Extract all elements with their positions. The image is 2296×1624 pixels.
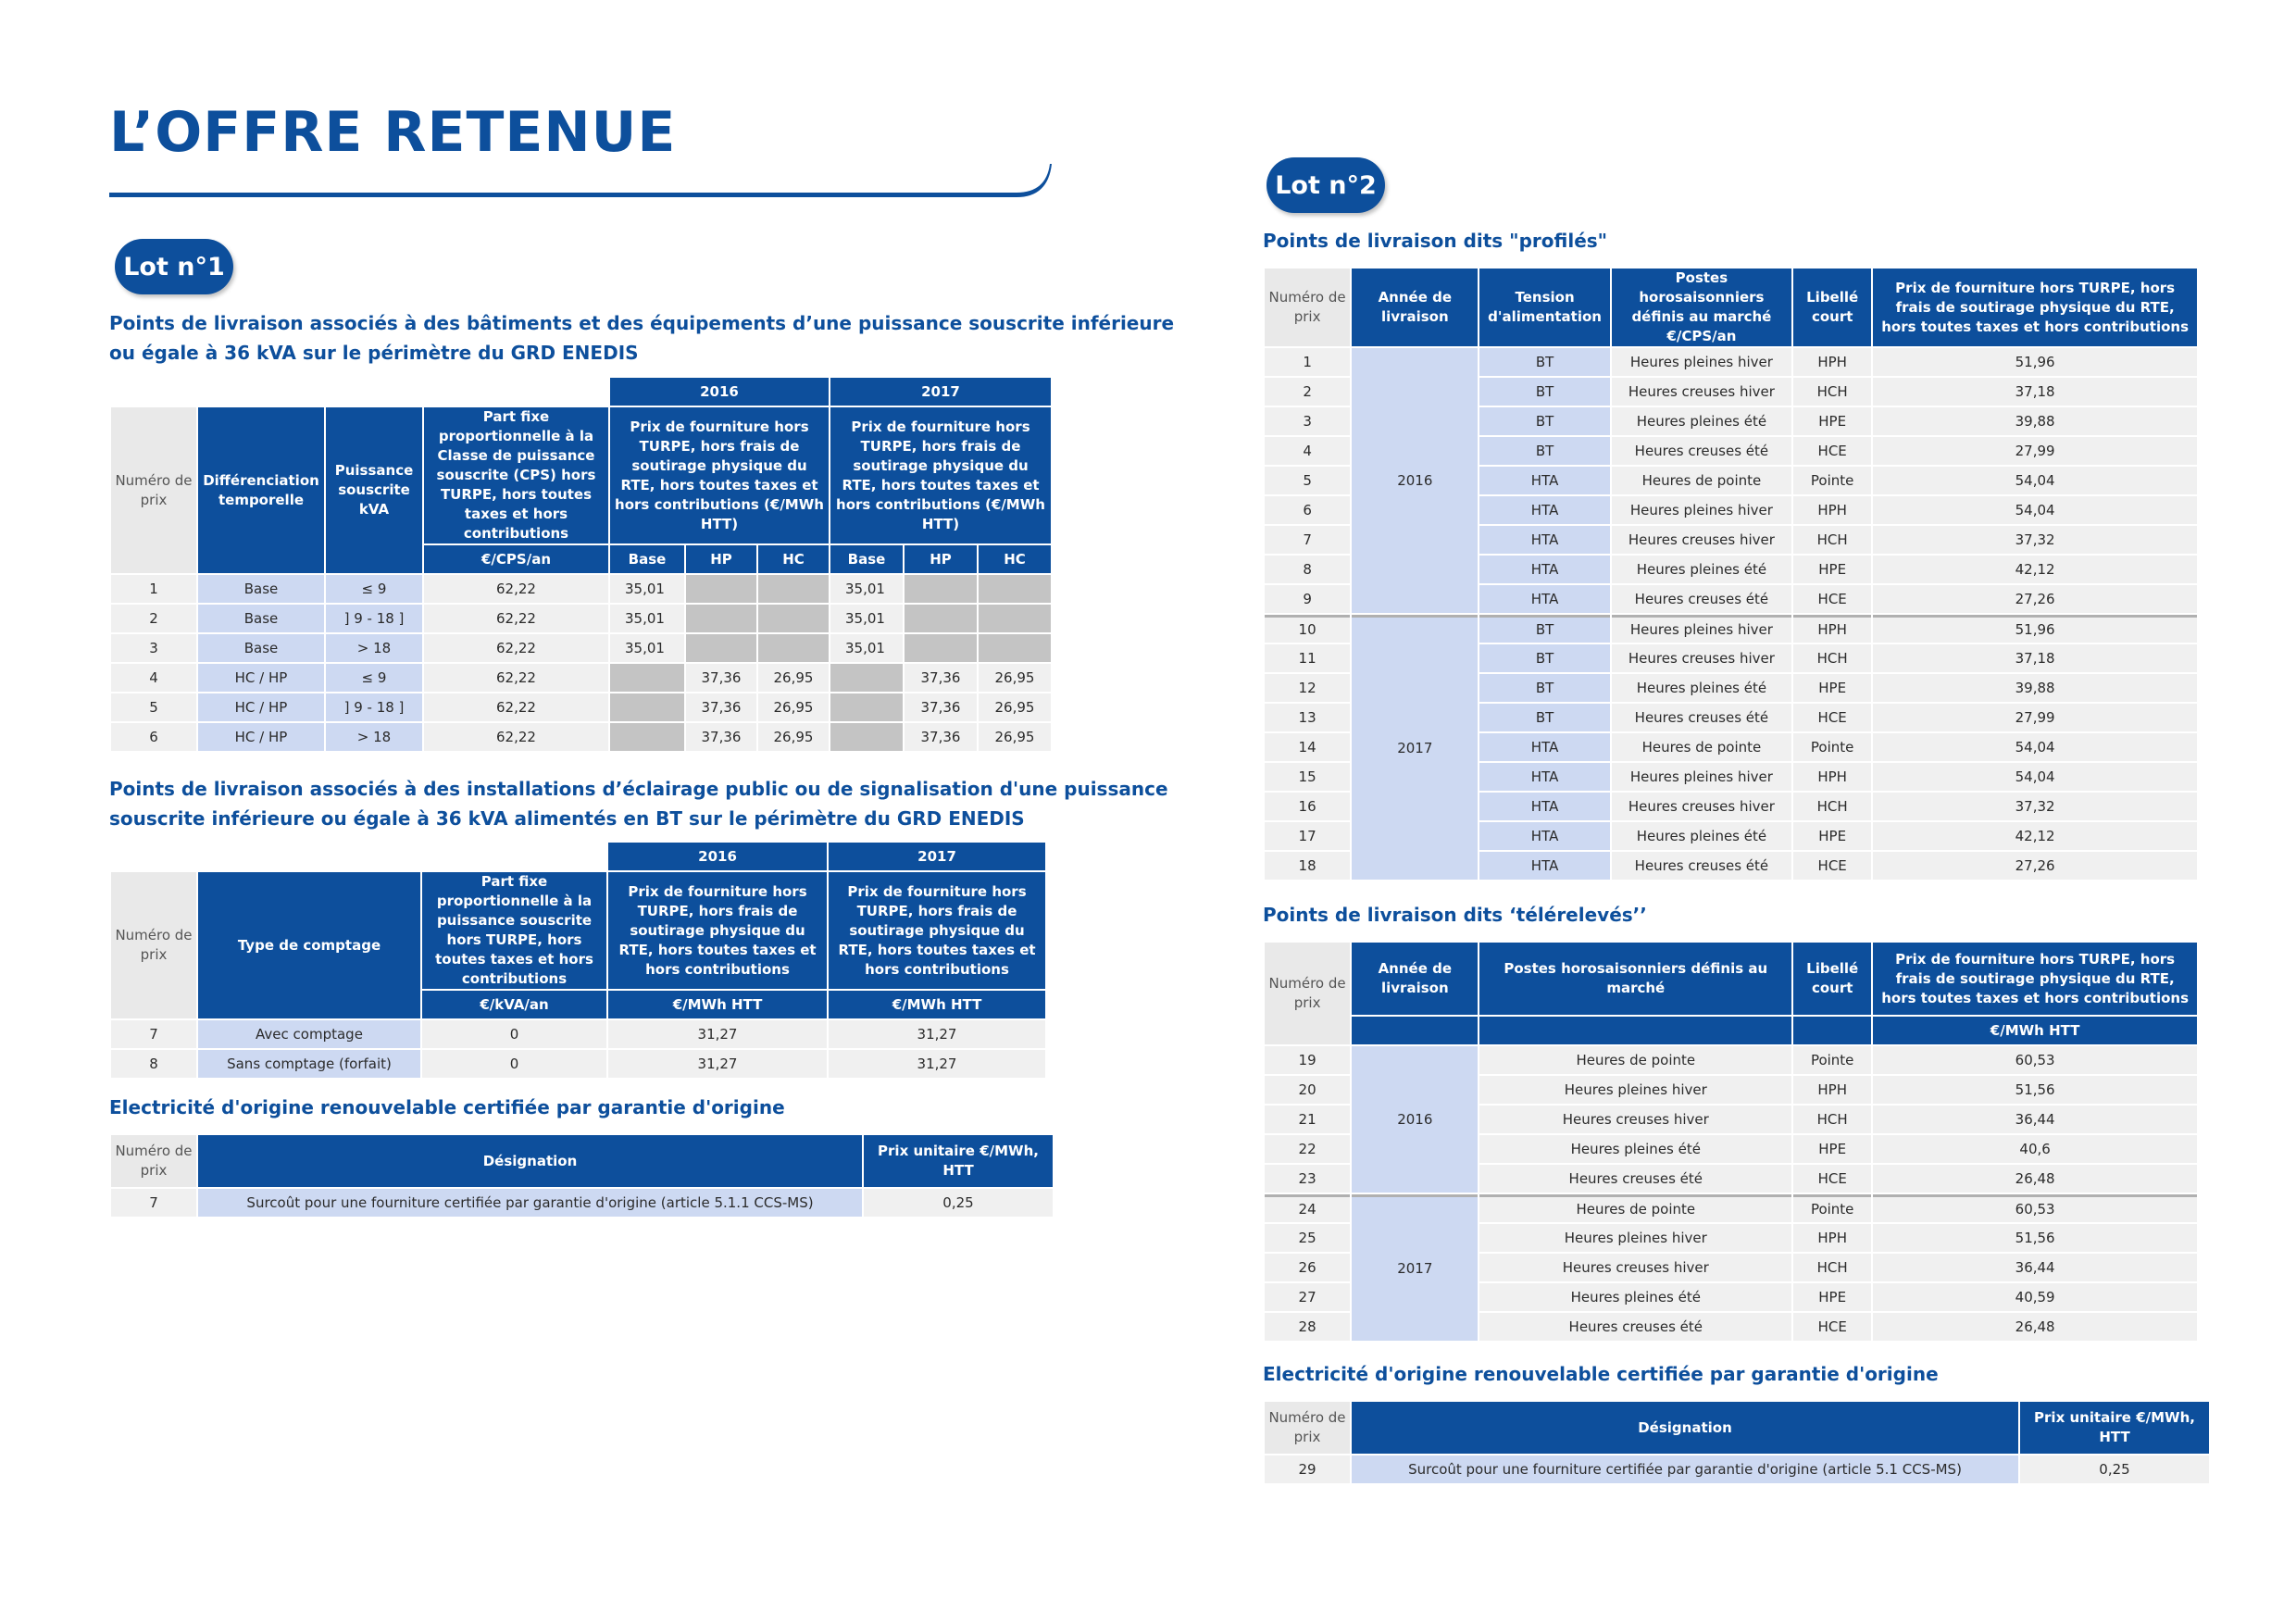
table-row: 10 2017 BT Heures pleines hiver HPH 51,96	[1265, 615, 2197, 643]
table-row: 11 BT Heures creuses hiver HCH 37,18	[1265, 644, 2197, 672]
header-designation: Désignation	[1352, 1402, 2018, 1454]
table-row: 8 HTA Heures pleines été HPE 42,12	[1265, 556, 2197, 583]
year-2017-header: 2017	[829, 843, 1045, 870]
page-title: L’OFFRE RETENUE	[109, 100, 677, 165]
title-underline	[109, 153, 1054, 199]
table-row: 23 Heures creuses été HCE 26,48	[1265, 1165, 2197, 1193]
table-row: 17 HTA Heures pleines été HPE 42,12	[1265, 822, 2197, 850]
lot2-table-b	[1263, 941, 2199, 1343]
header-prix-unitaire: Prix unitaire €/MWh, HTT	[864, 1135, 1053, 1187]
table-row: 29 Surcoût pour une fourniture certifiée par garantie d'origine (article 5.1 CCS-MS) 0,25	[1265, 1455, 2209, 1483]
table-row: 9 HTA Heures creuses été HCE 27,26	[1265, 585, 2197, 613]
header-prix-2016: Prix de fourniture hors TURPE, hors frais de soutirage physique du RTE, hors toutes taxes et hors contributions (€/MWh HTT)	[610, 407, 829, 543]
year-2016-header: 2016	[608, 843, 827, 870]
lot1-section-a-title: Points de livraison associés à des bâtiments et des équipements d’une puissance souscrite inférieure ou égale à 36 kVA sur le périmètre du GRD ENEDIS	[109, 312, 1175, 364]
table-row: 6 HC / HP > 18 62,22 37,36 26,95 37,36 26,95	[111, 723, 1051, 751]
table-row: 4 HC / HP ≤ 9 62,22 37,36 26,95 37,36 26,95	[111, 664, 1051, 692]
table-row: 22 Heures pleines été HPE 40,6	[1265, 1135, 2197, 1163]
table-row: 1 2016 BT Heures pleines hiver HPH 51,96	[1265, 348, 2197, 376]
table-row: 8 Sans comptage (forfait) 0 31,27 31,27	[111, 1050, 1045, 1078]
year-2016-cell: 2016	[1352, 1046, 1478, 1193]
header-unit-2017: €/MWh HTT	[829, 991, 1045, 1018]
lot1-section-b-title: Points de livraison associés à des installations d’éclairage public ou de signalisation d'une puissance souscrite inférieure ou égale à 36 kVA alimentés en BT sur le périmètre du GRD ENEDIS	[109, 778, 1168, 830]
table-row: 7 Avec comptage 0 31,27 31,27	[111, 1020, 1045, 1048]
table-row: 26 Heures creuses hiver HCH 36,44	[1265, 1254, 2197, 1281]
header-postes: Postes horosaisonniers définis au marché €/CPS/an	[1612, 269, 1791, 346]
table-row: 18 HTA Heures creuses été HCE 27,26	[1265, 852, 2197, 880]
header-prix-2016: Prix de fourniture hors TURPE, hors frais de soutirage physique du RTE, hors toutes taxes et hors contributions	[608, 872, 827, 989]
header-unit: €/MWh HTT	[1873, 1017, 2197, 1044]
lot2-section-c-title: Electricité d'origine renouvelable certifiée par garantie d'origine	[1263, 1363, 1939, 1385]
header-prix: Prix de fourniture hors TURPE, hors frais de soutirage physique du RTE, hors toutes taxes et hors contributions	[1873, 943, 2197, 1015]
year-2016-header: 2016	[610, 378, 829, 406]
header-type-comptage: Type de comptage	[198, 872, 420, 1018]
lot2-section-b-title: Points de livraison dits ‘télérelevés’’	[1263, 904, 1647, 926]
header-postes: Postes horosaisonniers définis au marché	[1479, 943, 1791, 1015]
table-row: 13 BT Heures creuses été HCE 27,99	[1265, 704, 2197, 731]
header-prix-2017: Prix de fourniture hors TURPE, hors frais de soutirage physique du RTE, hors toutes taxes et hors contributions	[829, 872, 1045, 989]
header-hp-2016: HP	[686, 545, 756, 573]
lot2-section-a-title: Points de livraison dits "profilés"	[1263, 230, 1608, 252]
year-2017-cell: 2017	[1352, 615, 1478, 880]
table-row: 6 HTA Heures pleines hiver HPH 54,04	[1265, 496, 2197, 524]
table-row: 3 BT Heures pleines été HPE 39,88	[1265, 407, 2197, 435]
table-row: 19 2016 Heures de pointe Pointe 60,53	[1265, 1046, 2197, 1074]
header-prix: Prix de fourniture hors TURPE, hors frais de soutirage physique du RTE, hors toutes taxes et hors contributions	[1873, 269, 2197, 346]
header-base-2016: Base	[610, 545, 684, 573]
header-prix-2017: Prix de fourniture hors TURPE, hors frais de soutirage physique du RTE, hors toutes taxes et hors contributions (€/MWh HTT)	[830, 407, 1051, 543]
table-row: 1 Base ≤ 9 62,22 35,01 35,01	[111, 575, 1051, 603]
lot1-table-b	[109, 841, 1047, 1080]
table-row: 24 2017 Heures de pointe Pointe 60,53	[1265, 1194, 2197, 1222]
table-row: 28 Heures creuses été HCE 26,48	[1265, 1313, 2197, 1341]
table-row: 5 HTA Heures de pointe Pointe 54,04	[1265, 467, 2197, 494]
lot2-table-a	[1263, 267, 2199, 881]
table-row: 25 Heures pleines hiver HPH 51,56	[1265, 1224, 2197, 1252]
lot2-badge: Lot n°2	[1267, 157, 1385, 213]
header-hp-2017: HP	[905, 545, 977, 573]
lot1-section-c-title: Electricité d'origine renouvelable certifiée par garantie d'origine	[109, 1096, 785, 1118]
header-libelle: Libellé court	[1793, 269, 1871, 346]
table-row: 7 Surcoût pour une fourniture certifiée par garantie d'origine (article 5.1.1 CCS-MS) 0,25	[111, 1189, 1053, 1217]
table-row: 21 Heures creuses hiver HCH 36,44	[1265, 1106, 2197, 1133]
year-2017-cell: 2017	[1352, 1194, 1478, 1341]
lot1-table-c	[109, 1133, 1054, 1218]
header-annee: Année de livraison	[1352, 943, 1478, 1015]
table-row: 15 HTA Heures pleines hiver HPH 54,04	[1265, 763, 2197, 791]
header-unit-cps: €/CPS/an	[424, 545, 608, 573]
header-part-fixe: Part fixe proportionnelle à la Classe de puissance souscrite (CPS) hors TURPE, hors toutes taxes et hors contributions	[424, 407, 608, 543]
lot1-table-a	[109, 376, 1053, 753]
header-tension: Tension d'alimentation	[1479, 269, 1609, 346]
header-differenciation: Différenciation temporelle	[198, 407, 324, 573]
lot2-table-c	[1263, 1400, 2211, 1485]
header-part-fixe: Part fixe proportionnelle à la puissance souscrite hors TURPE, hors toutes taxes et hors contributions	[422, 872, 606, 989]
header-prix-unitaire: Prix unitaire €/MWh, HTT	[2020, 1402, 2209, 1454]
header-numero: Numéro de prix	[111, 872, 196, 1018]
lot1-badge: Lot n°1	[115, 239, 233, 294]
header-hc-2016: HC	[758, 545, 829, 573]
header-base-2017: Base	[830, 545, 903, 573]
table-row: 4 BT Heures creuses été HCE 27,99	[1265, 437, 2197, 465]
header-annee: Année de livraison	[1352, 269, 1478, 346]
header-puissance: Puissance souscrite kVA	[326, 407, 422, 573]
table-row: 14 HTA Heures de pointe Pointe 54,04	[1265, 733, 2197, 761]
table-row: 16 HTA Heures creuses hiver HCH 37,32	[1265, 793, 2197, 820]
table-row: 2 BT Heures creuses hiver HCH 37,18	[1265, 378, 2197, 406]
table-row: 3 Base > 18 62,22 35,01 35,01	[111, 634, 1051, 662]
header-numero: Numéro de prix	[1265, 1402, 1350, 1454]
table-row: 20 Heures pleines hiver HPH 51,56	[1265, 1076, 2197, 1104]
header-numero: Numéro de prix	[1265, 269, 1350, 346]
year-2016-cell: 2016	[1352, 348, 1478, 613]
table-row: 7 HTA Heures creuses hiver HCH 37,32	[1265, 526, 2197, 554]
header-numero: Numéro de prix	[111, 407, 196, 573]
header-designation: Désignation	[198, 1135, 862, 1187]
header-numero: Numéro de prix	[1265, 943, 1350, 1044]
table-row: 2 Base ] 9 - 18 ] 62,22 35,01 35,01	[111, 605, 1051, 632]
header-libelle: Libellé court	[1793, 943, 1871, 1015]
header-unit-2016: €/MWh HTT	[608, 991, 827, 1018]
table-row: 5 HC / HP ] 9 - 18 ] 62,22 37,36 26,95 37,36 26,95	[111, 693, 1051, 721]
header-hc-2017: HC	[979, 545, 1051, 573]
header-unit-kva: €/kVA/an	[422, 991, 606, 1018]
table-row: 27 Heures pleines été HPE 40,59	[1265, 1283, 2197, 1311]
year-2017-header: 2017	[830, 378, 1051, 406]
table-row: 12 BT Heures pleines été HPE 39,88	[1265, 674, 2197, 702]
header-numero: Numéro de prix	[111, 1135, 196, 1187]
